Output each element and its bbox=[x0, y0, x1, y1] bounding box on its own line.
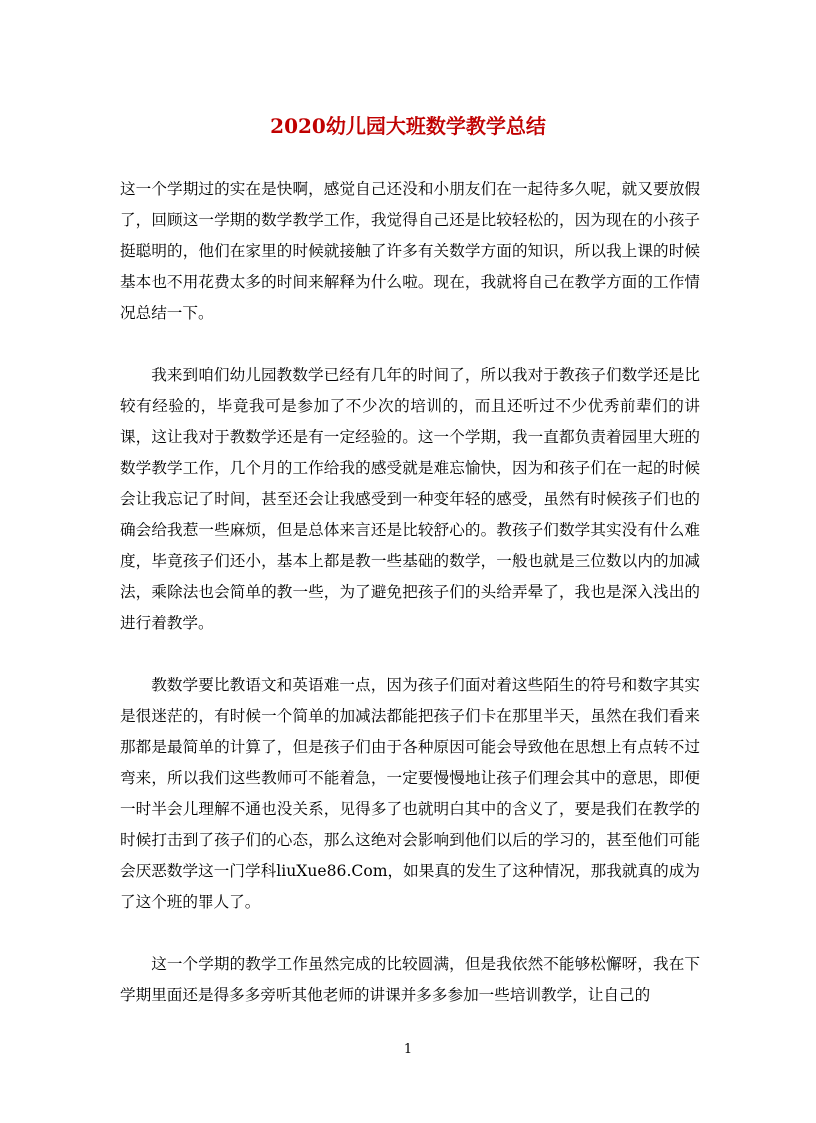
paragraph-2: 我来到咱们幼儿园教数学已经有几年的时间了，所以我对于教孩子们数学还是比较有经验的，毕竟我可是参加了不少次的培训的，而且还听过不少优秀前辈们的讲课，这让我对于教数学还是有一定经验的。这一个学期，我一直都负责着园里大班的数学教学工作，几个月的工作给我的感受就是难忘愉快，因为和孩子们在一起的时候会让我忘记了时间，甚至还会让我感受到一种变年轻的感受，虽然有时候孩子们也的确会给我惹一些麻烦，但是总体来言还是比较舒心的。教孩子们数学其实没有什么难度，毕竟孩子们还小，基本上都是教一些基础的数学，一般也就是三位数以内的加减法，乘除法也会简单的教一些，为了避免把孩子们的头给弄晕了，我也是深入浅出的进行着教学。 bbox=[120, 366, 700, 632]
document-title: 2020幼儿园大班数学教学总结 bbox=[270, 114, 546, 138]
paragraph-3: 教数学要比教语文和英语难一点，因为孩子们面对着这些陌生的符号和数字其实是很迷茫的，有时候一个简单的加减法都能把孩子们卡在那里半天，虽然在我们看来那都是最简单的计算了，但是孩子们由于各种原因可能会导致他在思想上有点转不过弯来，所以我们这些教师可不能着急，一定要慢慢地让孩子们理会其中的意思，即便一时半会儿理解不通也没关系，见得多了也就明白其中的含义了，要是我们在教学的时候打击到了孩子们的心态，那么这绝对会影响到他们以后的学习的，甚至他们可能会厌恶数学这一门学科liuXue86.Com，如果真的发生了这种情况，那我就真的成为了这个班的罪人了。 bbox=[120, 676, 700, 911]
paragraph-4: 这一个学期的教学工作虽然完成的比较圆满，但是我依然不能够松懈呀，我在下学期里面还是得多多旁听其他老师的讲课并多多参加一些培训教学，让自己的 bbox=[120, 955, 700, 1004]
page-number: 1 bbox=[403, 1042, 413, 1057]
document-body bbox=[120, 174, 700, 1042]
paragraph-1: 这一个学期过的实在是快啊，感觉自己还没和小朋友们在一起待多久呢，就又要放假了，回顾这一学期的数学教学工作，我觉得自己还是比较轻松的，因为现在的小孩子挺聪明的，他们在家里的时候就接触了许多有关数学方面的知识，所以我上课的时候基本也不用花费太多的时间来解释为什么啦。现在，我就将自己在教学方面的工作情况总结一下。 bbox=[120, 180, 700, 322]
